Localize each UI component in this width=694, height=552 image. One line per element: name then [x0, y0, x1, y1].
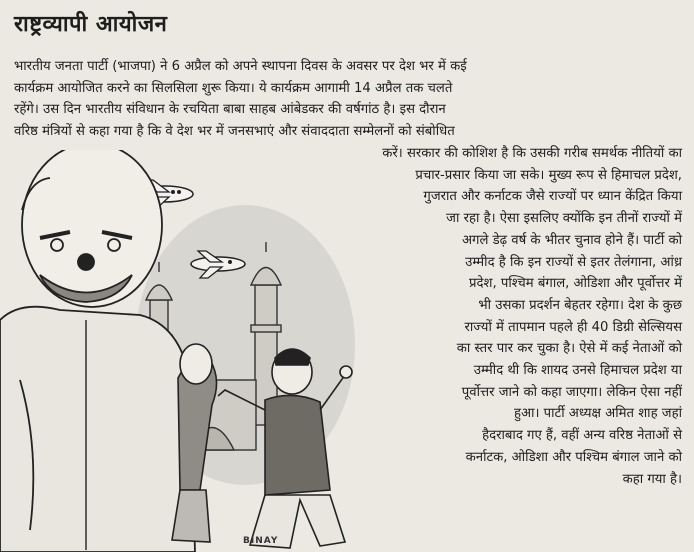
article-title: राष्ट्रव्यापी आयोजन	[14, 12, 168, 37]
body-line: राज्यों में तापमान पहले ही 40 डिग्री सेल्सियस	[464, 319, 682, 335]
political-cartoon	[0, 150, 370, 552]
body-line: उम्मीद थी कि शायद उनसे हिमाचल प्रदेश या	[473, 363, 682, 379]
body-line: कार्यक्रम आयोजित करने का सिलसिला शुरू किया। ये कार्यक्रम आगामी 14 अप्रैल तक चलते	[14, 80, 453, 96]
body-line: हुआ। पार्टी अध्यक्ष अमित शाह जहां	[513, 406, 682, 422]
body-line: प्रदेश, पश्चिम बंगाल, ओडिशा और पूर्वोत्तर में	[469, 276, 682, 292]
body-line: भी उसका प्रदर्शन बेहतर रहेगा। देश के कुछ	[478, 297, 682, 313]
body-line: कहा गया है।	[622, 471, 682, 487]
body-line: का स्तर पार कर चुका है। ऐसे में कई नेताओं को	[456, 341, 682, 357]
body-line: उम्मीद है कि इन राज्यों से इतर तेलंगाना, आंध्र	[465, 254, 682, 270]
body-line: हैदराबाद गए हैं, वहीं अन्य वरिष्ठ नेताओं से	[482, 428, 682, 444]
body-line: कर्नाटक, ओडिशा और पश्चिम बंगाल जाने को	[465, 449, 682, 465]
body-line: रहेंगे। उस दिन भारतीय संविधान के रचयिता बाबा साहब आंबेडकर की वर्षगांठ है। इस दौरान	[14, 102, 446, 118]
cartoonist-signature: BINAY	[243, 536, 279, 546]
body-line: पूर्वोत्तर जाने को कहा जाएगा। लेकिन ऐसा नहीं	[461, 384, 682, 400]
body-line: वरिष्ठ मंत्रियों से कहा गया है कि वे देश भर में जनसभाएं और संवाददाता सम्मेलनों को संबोधित	[14, 124, 455, 140]
body-line: अगले डेढ़ वर्ष के भीतर चुनाव होने हैं। पार्टी को	[461, 232, 682, 248]
body-line: करें। सरकार की कोशिश है कि उसकी गरीब समर्थक नीतियों का	[382, 146, 682, 161]
body-line: भारतीय जनता पार्टी (भाजपा) ने 6 अप्रैल को अपने स्थापना दिवस के अवसर पर देश भर में कई	[14, 59, 467, 74]
body-line: गुजरात और कर्नाटक जैसे राज्यों पर ध्यान केंद्रित किया	[423, 189, 682, 205]
cartoon-figure-leader	[0, 150, 195, 552]
body-line: जा रहा है। ऐसा इसलिए क्योंकि इन तीनों राज्यों में	[446, 211, 682, 227]
body-line: प्रचार-प्रसार किया जा सके। मुख्य रूप से हिमाचल प्रदेश,	[415, 167, 682, 183]
article-body-top	[14, 56, 680, 143]
